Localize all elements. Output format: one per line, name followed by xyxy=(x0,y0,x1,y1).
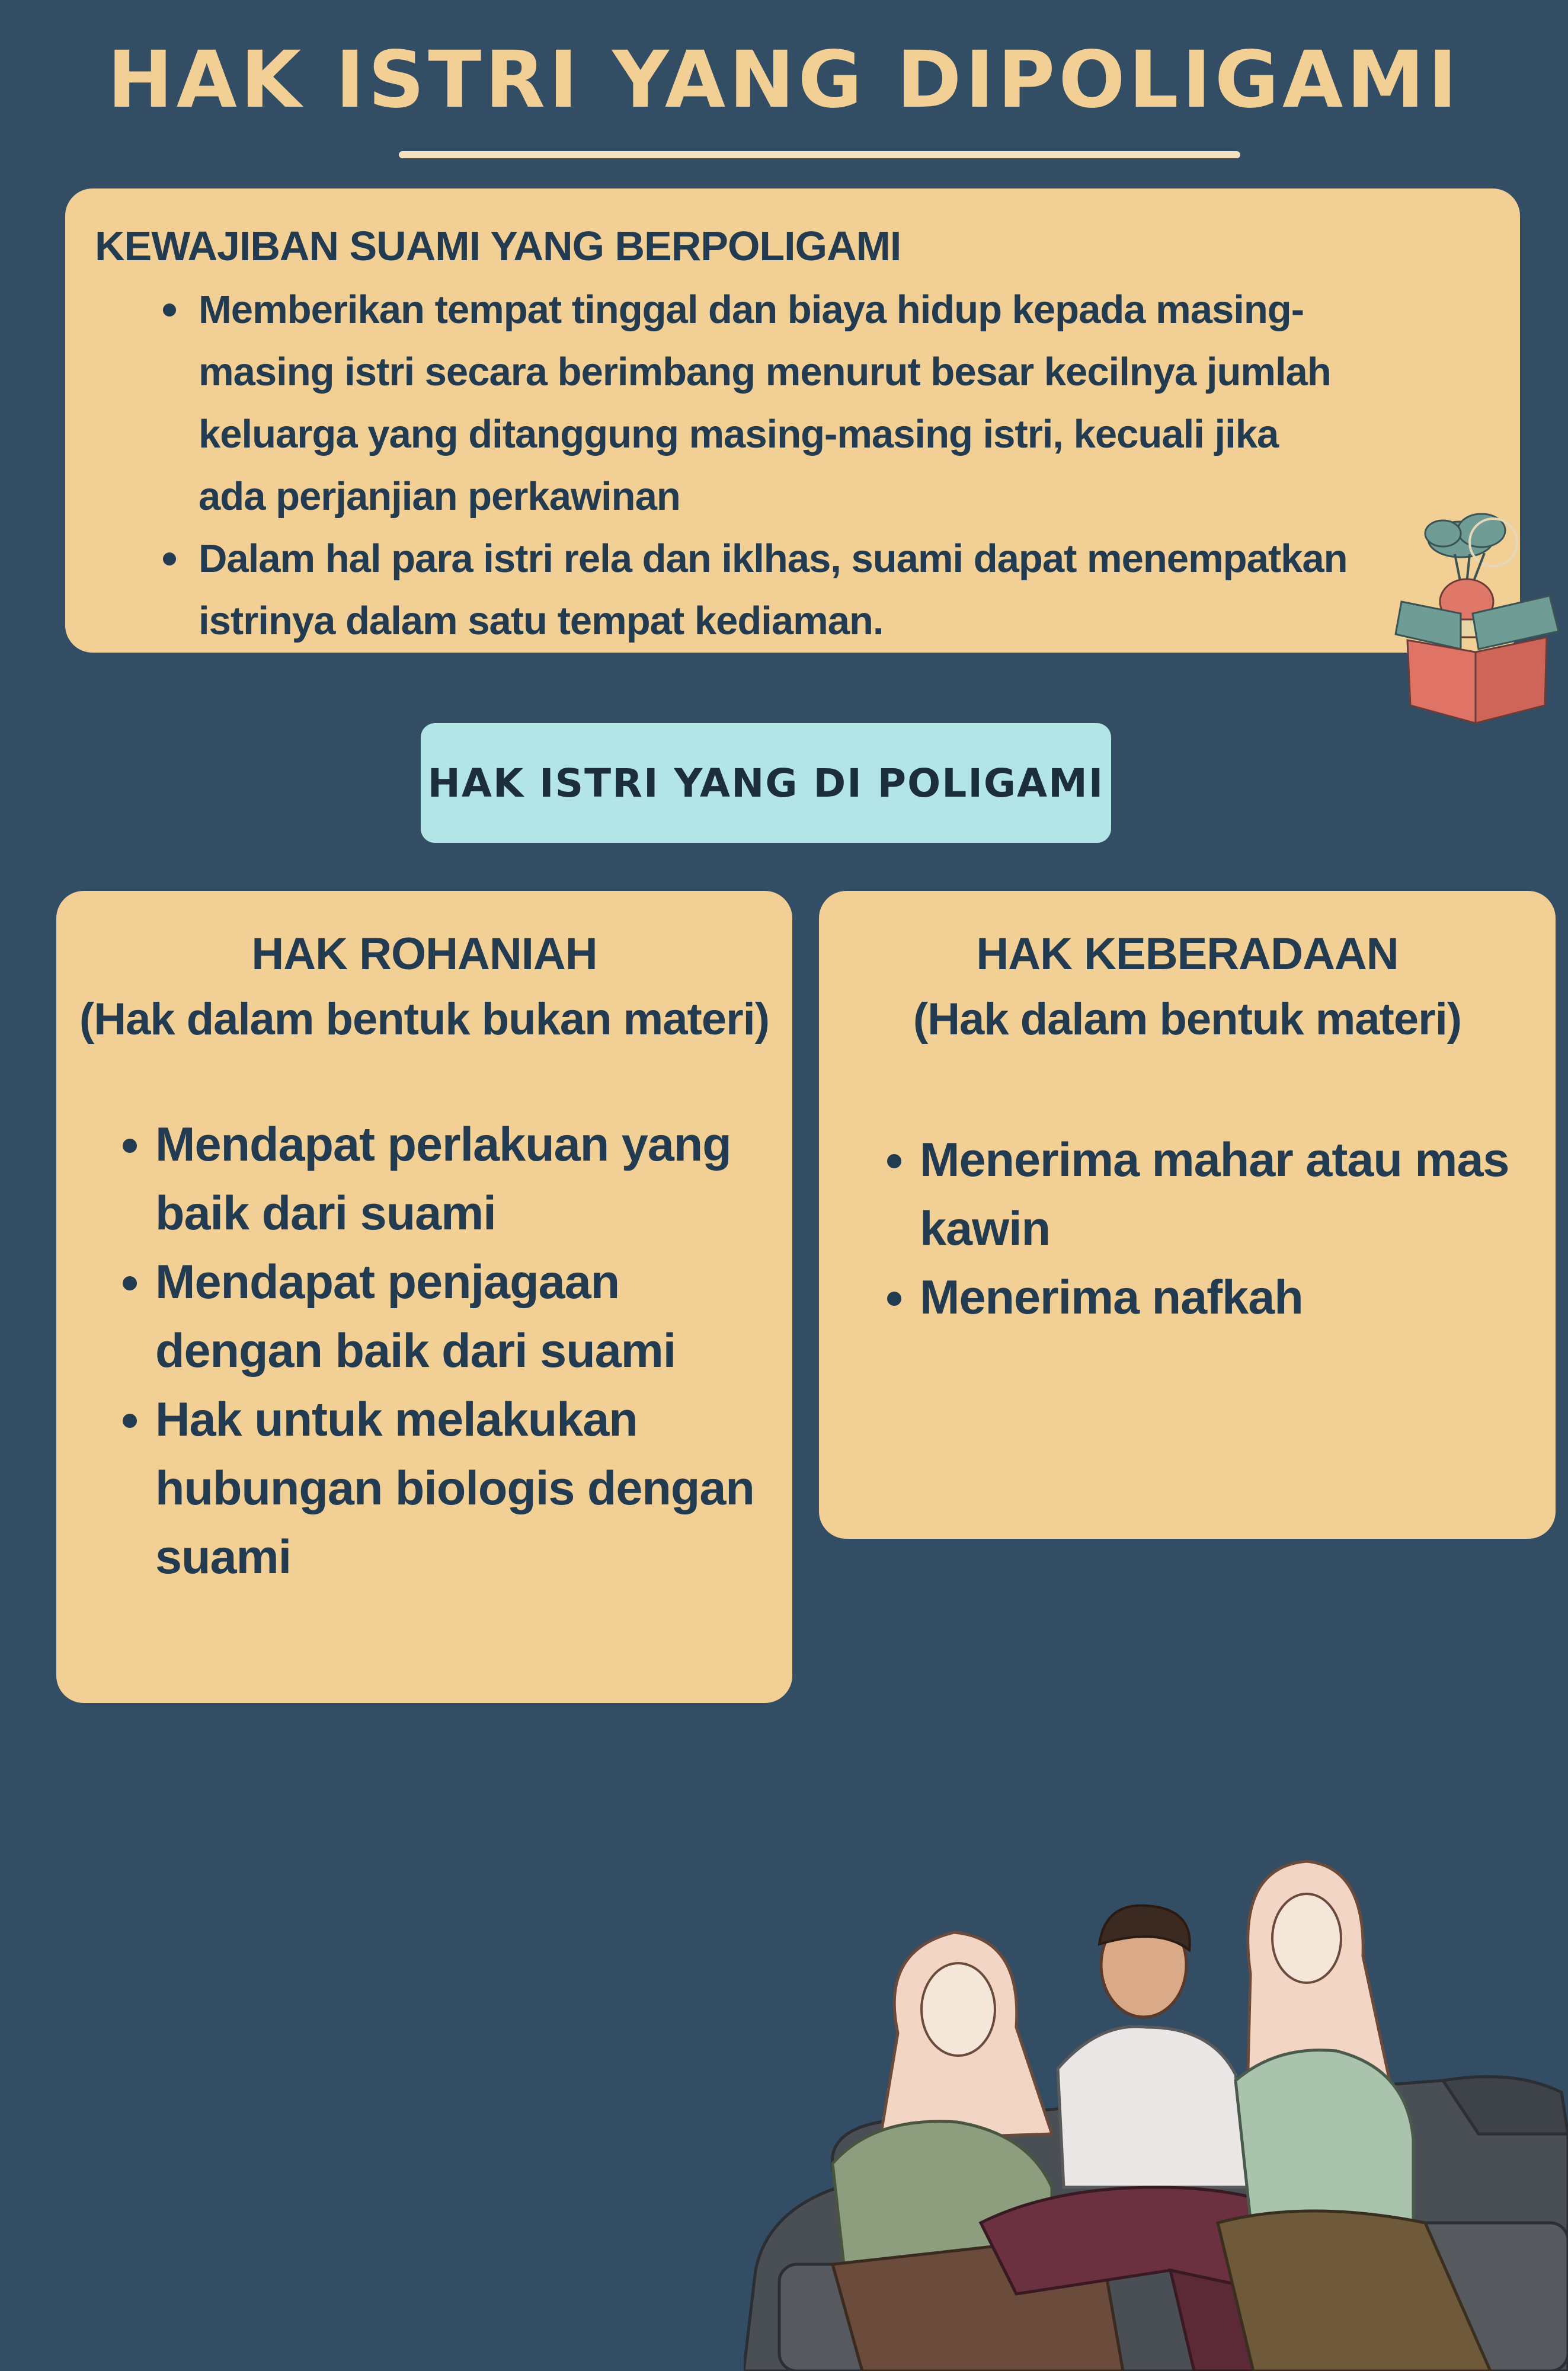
hak-rohaniah-heading xyxy=(56,922,792,1052)
hak-rohaniah-list xyxy=(56,1110,792,1592)
list-item: Menerima mahar atau mas kawin xyxy=(920,1126,1538,1263)
list-item: Mendapat penjagaan dengan baik dari suami xyxy=(155,1248,769,1385)
list-item: Dalam hal para istri rela dan iklhas, suami dapat menempatkan istrinya dalam satu tempat kediaman. xyxy=(199,528,1351,652)
obligations-card xyxy=(65,188,1520,653)
lightbulb-box-icon xyxy=(1390,507,1561,726)
list-item: Hak untuk melakukan hubungan biologis dengan suami xyxy=(155,1385,769,1592)
list-item: Menerima nafkah xyxy=(920,1263,1538,1332)
page-title: HAK ISTRI YANG DIPOLIGAMI xyxy=(107,34,1461,126)
title-underline xyxy=(399,151,1240,158)
hak-rohaniah-subtitle: (Hak dalam bentuk bukan materi) xyxy=(79,994,770,1044)
hak-keberadaan-card xyxy=(819,891,1556,1539)
hak-keberadaan-title: HAK KEBERADAAN xyxy=(976,929,1399,979)
list-item: Mendapat perlakuan yang baik dari suami xyxy=(155,1110,769,1248)
rights-subtitle: HAK ISTRI YANG DI POLIGAMI xyxy=(421,723,1111,843)
hak-rohaniah-title: HAK ROHANIAH xyxy=(251,929,597,979)
obligations-list xyxy=(95,279,1351,652)
hak-keberadaan-heading xyxy=(819,922,1556,1052)
list-item: Memberikan tempat tinggal dan biaya hidup kepada masing-masing istri secara berimbang menurut besar kecilnya jumlah keluarga yang ditanggung masing-masing istri, kecuali jika ada perjanjian perkawinan xyxy=(199,279,1351,528)
hak-keberadaan-subtitle: (Hak dalam bentuk materi) xyxy=(913,994,1462,1044)
family-illustration xyxy=(744,1855,1568,2371)
obligations-heading: KEWAJIBAN SUAMI YANG BERPOLIGAMI xyxy=(95,223,901,269)
hak-keberadaan-list xyxy=(819,1126,1556,1332)
hak-rohaniah-card xyxy=(56,891,792,1703)
